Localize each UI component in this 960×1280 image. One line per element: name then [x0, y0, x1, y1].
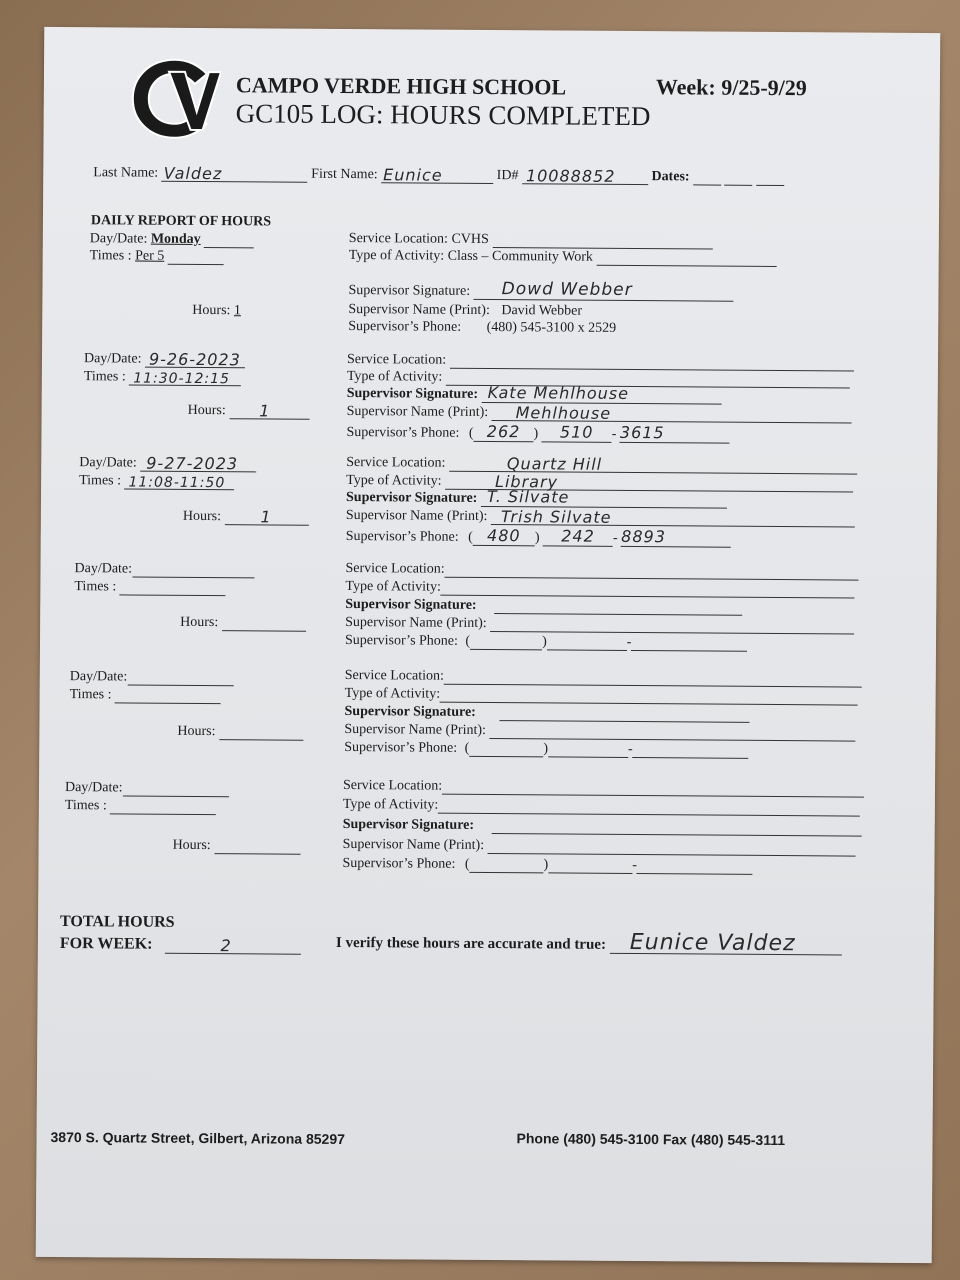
entry4-times-field[interactable]: [120, 580, 226, 596]
entry6-activity-field[interactable]: [438, 799, 860, 817]
entry2-line[interactable]: 3615: [620, 423, 730, 444]
total-hours-value: 2: [220, 936, 232, 956]
entry3-location: [346, 455, 857, 475]
entry1-signature-value: Dowd Webber: [501, 279, 633, 301]
name-label: Supervisor Name (Print):: [345, 615, 487, 631]
entry1-times-line: [168, 250, 224, 265]
entry3-signature-field[interactable]: [481, 486, 727, 509]
location-label: Service Location:: [348, 231, 449, 247]
entry2-signature-field[interactable]: [482, 382, 722, 405]
last-name-field[interactable]: [162, 163, 308, 184]
times-label: Times :: [89, 248, 132, 264]
dates-field-2[interactable]: [725, 171, 753, 186]
entry6-line[interactable]: [637, 859, 753, 875]
entry5-hours: [177, 724, 303, 741]
day-date-label: Day/Date:: [64, 780, 123, 796]
first-name-label: First Name:: [311, 166, 378, 183]
entry3-line[interactable]: 8893: [621, 527, 731, 548]
entry6-day: [65, 780, 229, 797]
entry2-name-field[interactable]: [492, 403, 852, 424]
daily-report-heading: DAILY REPORT OF HOURS: [90, 213, 272, 230]
entry2-signature: [346, 382, 722, 405]
footer-phone-fax: Phone (480) 545-3100 Fax (480) 545-3111: [516, 1130, 786, 1149]
entry5-times: [70, 687, 221, 704]
signature-label: Supervisor Signature:: [345, 490, 478, 506]
entry6-activity: [343, 797, 861, 817]
phone-label: Supervisor’s Phone:: [344, 739, 458, 756]
entry2-times-field[interactable]: [129, 370, 241, 386]
entry1-location-value[interactable]: CVHS: [451, 231, 489, 247]
entry6-hours: [173, 838, 301, 855]
name-label: Supervisor Name (Print):: [345, 508, 488, 524]
entry1-phone: [348, 319, 616, 337]
entry3-prefix[interactable]: 242: [543, 526, 613, 546]
phone-label: Supervisor’s Phone:: [348, 319, 462, 335]
entry6-area-code[interactable]: [470, 858, 544, 874]
entry4-name-field[interactable]: [490, 617, 854, 635]
location-label: Service Location:: [346, 352, 447, 368]
entry1-signature: [348, 279, 733, 302]
verify-row: [335, 929, 842, 957]
dates-field-1[interactable]: [693, 170, 721, 185]
entry1-times-value[interactable]: Per 5: [135, 248, 165, 264]
entry2-day: [84, 351, 245, 368]
entry6-hours-field[interactable]: [214, 839, 300, 855]
dates-label: Dates:: [651, 169, 690, 185]
entry4-hours-field[interactable]: [222, 616, 306, 632]
entry5-date-field[interactable]: [127, 670, 233, 686]
entry4-activity: [345, 579, 855, 599]
id-label: ID#: [496, 168, 519, 184]
signature-label: Supervisor Signature:: [348, 283, 471, 299]
entry3-date-value: 9-27-2023: [146, 453, 239, 474]
entry5-hours-field[interactable]: [219, 725, 303, 741]
entry6-prefix[interactable]: [548, 858, 632, 874]
phone-label: Supervisor’s Phone:: [344, 633, 458, 649]
entry2-hours: [188, 403, 310, 420]
total-hours-field[interactable]: [164, 936, 300, 956]
activity-label: Type of Activity:: [348, 248, 445, 264]
entry2-phone: Supervisor’s Phone: ( 262 ) 510 - 3615: [346, 421, 730, 444]
entry1-location: [349, 231, 713, 250]
name-label: Supervisor Name (Print):: [342, 836, 485, 853]
entry3-signature: [345, 486, 727, 509]
times-label: Times :: [64, 798, 107, 814]
entry2-times: [84, 369, 241, 386]
entry1-day-value[interactable]: Monday: [150, 231, 201, 247]
entry1-name: [348, 302, 582, 320]
name-label: Supervisor Name (Print):: [348, 302, 490, 319]
dates-field-3[interactable]: [756, 171, 784, 186]
cv-logo: [129, 57, 222, 140]
entry1-activity-line: [596, 251, 776, 267]
activity-label: Type of Activity:: [344, 686, 441, 702]
location-label: Service Location:: [344, 668, 444, 684]
entry2-area-code[interactable]: 262: [474, 422, 534, 442]
total-hours-label-2: [60, 935, 301, 955]
entry2-times-value: 11:30-12:15: [133, 370, 231, 388]
entry3-activity-value: Library: [495, 472, 559, 492]
day-date-label: Day/Date:: [79, 455, 137, 471]
footer-address: 3870 S. Quartz Street, Gilbert, Arizona 85297: [50, 1128, 345, 1148]
entry5-signature-field[interactable]: [499, 706, 749, 723]
times-label: Times :: [74, 579, 117, 595]
entry5-times-field[interactable]: [115, 688, 221, 704]
total-for-week-label: FOR WEEK:: [59, 935, 153, 953]
entry3-hours-field[interactable]: [224, 507, 308, 527]
entry2-location-field[interactable]: [450, 354, 854, 372]
entry5-phone: Supervisor’s Phone: ( ) -: [344, 740, 749, 759]
log-sheet: [36, 27, 941, 1263]
entry2-date-value: 9-26-2023: [148, 349, 241, 370]
entry5-location: [345, 668, 862, 688]
entry4-area-code[interactable]: [470, 635, 542, 651]
entry2-signature-value: Kate Mehlhouse: [487, 382, 630, 403]
entry5-day: [70, 669, 234, 686]
signature-label: Supervisor Signature:: [342, 816, 475, 833]
entry6-location: [343, 778, 864, 798]
signature-label: Supervisor Signature:: [344, 704, 476, 720]
log-title: GC105 LOG: HOURS COMPLETED: [235, 98, 651, 132]
id-value: 10088852: [525, 166, 616, 186]
day-date-label: Day/Date:: [83, 351, 142, 367]
entry6-signature-field[interactable]: [492, 819, 862, 837]
entry1-phone-value[interactable]: (480) 545-3100 x 2529: [486, 319, 617, 336]
entry5-activity: [345, 686, 859, 706]
total-hours-label-1: TOTAL HOURS: [59, 913, 175, 931]
entry4-date-field[interactable]: [132, 563, 254, 579]
entry3-name-value: Trish Silvate: [500, 507, 612, 527]
entry3-date-field[interactable]: [140, 453, 256, 474]
day-date-label: Day/Date:: [89, 231, 148, 247]
signature-label: Supervisor Signature:: [346, 386, 479, 402]
entry3-times-value: 11:08-11:50: [128, 474, 226, 492]
entry2-hours-value: 1: [259, 401, 271, 421]
entry6-times: [65, 798, 216, 815]
entry4-location: [345, 561, 858, 581]
entry5-area-code[interactable]: [469, 742, 543, 758]
activity-label: Type of Activity:: [346, 473, 442, 489]
entry1-hours-value[interactable]: 1: [233, 303, 242, 319]
hours-label: Hours:: [172, 837, 211, 854]
entry6-date-field[interactable]: [122, 781, 228, 797]
name-label: Supervisor Name (Print):: [344, 721, 486, 738]
hours-label: Hours:: [192, 302, 231, 319]
entry6-phone: Supervisor’s Phone: ( ) -: [342, 856, 753, 875]
entry1-signature-field[interactable]: [474, 279, 734, 302]
entry6-location-field[interactable]: [442, 780, 864, 798]
entry4-prefix[interactable]: [547, 635, 627, 651]
entry4-day: [74, 561, 254, 578]
school-name: CAMPO VERDE HIGH SCHOOL: [235, 72, 567, 100]
location-label: Service Location:: [345, 561, 445, 577]
first-name-value: Eunice: [383, 165, 443, 185]
hours-label: Hours:: [180, 614, 219, 631]
entry3-signature-value: T. Silvate: [486, 486, 570, 507]
day-date-label: Day/Date:: [69, 669, 128, 685]
entry6-signature: [343, 817, 862, 837]
entry1-name-value[interactable]: David Webber: [501, 303, 583, 319]
entry2-date-field[interactable]: [145, 349, 245, 370]
entry6-name: [343, 837, 856, 857]
id-field[interactable]: [522, 166, 648, 186]
location-label: Service Location:: [346, 455, 446, 471]
entry1-times: [90, 248, 224, 265]
entry3-name-field[interactable]: [491, 507, 855, 528]
entry3-times-field[interactable]: [124, 474, 234, 490]
entry3-hours: [183, 509, 309, 526]
entry2-hours-field[interactable]: [229, 401, 309, 421]
entry5-name: [344, 722, 855, 742]
activity-label: Type of Activity:: [342, 796, 439, 813]
activity-label: Type of Activity:: [346, 369, 443, 385]
student-info-row: [93, 165, 784, 186]
entry4-line[interactable]: [631, 636, 747, 652]
entry4-signature: [345, 597, 742, 616]
week-range: Week: 9/25-9/29: [655, 74, 807, 101]
first-name-field[interactable]: [381, 165, 493, 185]
entry4-signature-field[interactable]: [494, 599, 742, 616]
name-label: Supervisor Name (Print):: [346, 404, 489, 420]
entry4-hours: [180, 615, 306, 632]
phone-label: Supervisor’s Phone:: [342, 855, 456, 872]
entry1-day-line: [204, 233, 254, 248]
hours-label: Hours:: [187, 402, 226, 419]
signature-label: Supervisor Signature:: [345, 597, 477, 613]
entry4-activity-field[interactable]: [441, 581, 855, 599]
entry1-hours: [192, 303, 241, 319]
entry3-times: [79, 473, 234, 490]
times-label: Times :: [83, 369, 126, 385]
verify-statement: I verify these hours are accurate and true:: [335, 934, 607, 953]
entry2-prefix[interactable]: 510: [542, 422, 612, 442]
entry5-location-field[interactable]: [444, 670, 862, 688]
phone-label: Supervisor’s Phone:: [346, 425, 460, 441]
entry3-phone: Supervisor’s Phone: ( 480 ) 242 - 8893: [346, 525, 732, 548]
day-date-label: Day/Date:: [74, 561, 133, 577]
entry1-activity-value[interactable]: Class – Community Work: [447, 248, 593, 265]
entry1-location-line: [492, 233, 712, 250]
entry3-hours-value: 1: [260, 507, 272, 527]
entry5-activity-field[interactable]: [440, 688, 858, 706]
verify-signature-field[interactable]: [610, 929, 842, 957]
last-name-label: Last Name:: [93, 165, 159, 181]
entry3-day: [79, 455, 256, 472]
entry1-day: [90, 231, 254, 248]
entry3-location-value: Quartz Hill: [506, 454, 603, 474]
entry5-line[interactable]: [633, 743, 749, 759]
entry4-phone: Supervisor’s Phone: ( ) -: [345, 633, 748, 652]
hours-label: Hours:: [182, 508, 222, 525]
entry1-activity: [349, 248, 777, 267]
entry5-signature: [344, 704, 749, 723]
times-label: Times :: [79, 473, 122, 489]
entry6-times-field[interactable]: [110, 799, 216, 815]
entry4-location-field[interactable]: [445, 563, 859, 581]
entry5-name-field[interactable]: [489, 724, 855, 742]
hours-label: Hours:: [177, 723, 216, 740]
entry4-times: [74, 579, 225, 596]
times-label: Times :: [69, 687, 112, 703]
entry3-area-code[interactable]: 480: [473, 526, 535, 546]
location-label: Service Location:: [342, 777, 443, 794]
activity-label: Type of Activity:: [345, 579, 441, 595]
entry4-name: [345, 615, 854, 635]
entry2-name-value: Mehlhouse: [515, 403, 612, 423]
phone-label: Supervisor’s Phone:: [345, 529, 459, 545]
entry5-prefix[interactable]: [548, 742, 628, 758]
verify-signature-value: Eunice Valdez: [629, 929, 796, 957]
entry6-name-field[interactable]: [488, 839, 856, 857]
last-name-value: Valdez: [163, 163, 223, 184]
